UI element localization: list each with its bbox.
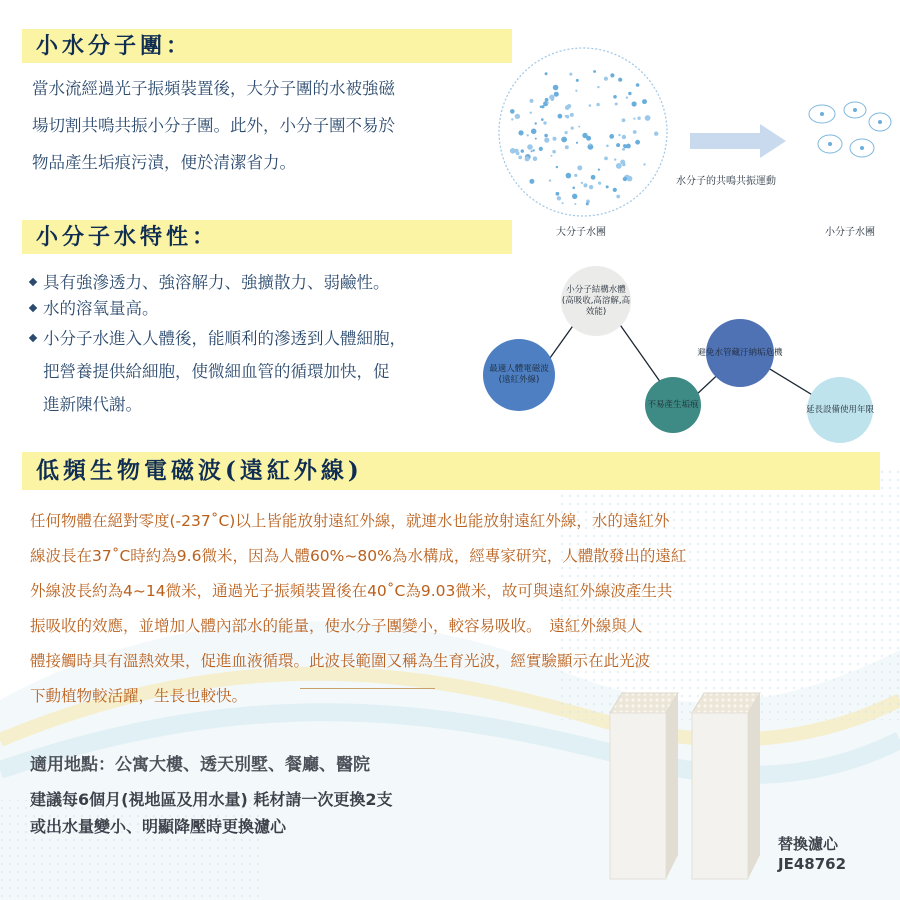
paragraph-line: 下動植物較活躍，生長也較快。: [30, 687, 248, 705]
molecule-dot: [518, 130, 523, 135]
molecule-dot: [533, 149, 535, 151]
small-cluster-label: 小分子水團: [825, 227, 875, 238]
molecule-dot: [529, 179, 534, 184]
section-header-band: [22, 452, 880, 490]
paragraph-line: 當水流經過光子振頻裝置後，大分子團的水被強磁: [32, 79, 395, 98]
molecule-dot: [583, 183, 587, 187]
molecule-dot: [616, 195, 620, 199]
molecule-dot: [535, 138, 537, 140]
molecule-dot: [531, 150, 533, 152]
paragraph-line: 體接觸時具有溫熱效果，促進血液循環。此波長範圍又稱為生育光波，經實驗顯示在此光波: [30, 652, 651, 670]
bullet-icon: [29, 304, 37, 312]
section-title: 小水分子團：: [36, 33, 193, 59]
section-title: 低頻生物電磁波(遠紅外線): [36, 457, 363, 484]
replacement-schedule: 建議每6個月(視地區及用水量) 耗材請一次更換2支: [30, 790, 393, 809]
molecule-dot: [598, 169, 600, 171]
molecule-dot: [540, 106, 542, 108]
molecule-dot: [609, 134, 614, 139]
small-cluster-illustration: [800, 92, 900, 176]
molecule-dot: [606, 185, 609, 188]
molecule-dot: [535, 122, 537, 124]
far-infrared-paragraph: [30, 504, 686, 714]
node-small-molecule-water: 小分子結構水體 (高吸收,高溶解,高效能): [561, 266, 631, 336]
molecule-dot: [574, 203, 576, 205]
molecule-dot: [614, 158, 616, 160]
list-item-continuation: 把營養提供給細胞，使微細血管的循環加快，促: [43, 362, 390, 381]
list-item-continuation: 進新陳代謝。: [43, 395, 142, 414]
molecule-dot: [552, 150, 556, 154]
section-header-band: [22, 220, 512, 254]
molecule-dot: [637, 117, 640, 120]
node-avoid-scale-in-pipes: 避免水管藏汙納垢危機: [706, 319, 774, 387]
molecule-dot: [635, 140, 640, 145]
molecule-dot: [539, 147, 543, 151]
molecule-dot: [549, 95, 554, 100]
molecule-dot: [615, 103, 618, 106]
section-title: 小分子水特性：: [36, 224, 219, 250]
molecule-dot: [561, 137, 567, 143]
molecule-dot: [589, 143, 591, 145]
molecule-dot: [591, 175, 596, 180]
molecule-dot: [511, 118, 513, 120]
molecule-dot: [628, 92, 631, 95]
molecule-dot: [544, 138, 549, 143]
molecule-dot: [565, 131, 568, 134]
bullet-icon: [29, 334, 37, 342]
molecule-dot: [547, 102, 549, 104]
molecule-dot: [545, 98, 549, 102]
molecule-dot: [556, 192, 560, 196]
filter-cartridge-image: [600, 685, 775, 890]
node-less-scale-marks: 不易產生垢痕: [645, 377, 701, 433]
paragraph-line: 外線波長約為4~14微米，通過光子振頻裝置後在40˚C為9.03微米，故可與遠紅外線波產生共: [30, 582, 673, 600]
molecule-dot: [654, 132, 658, 136]
molecule-dot: [613, 95, 617, 99]
molecule-dot: [569, 73, 572, 76]
molecule-dot: [586, 136, 591, 141]
molecule-dot: [606, 145, 609, 148]
application-locations: 適用地點：公寓大樓、透天別墅、餐廳、醫院: [30, 755, 370, 775]
molecule-dot: [515, 114, 520, 119]
replacement-condition: 或出水量變小、明顯降壓時更換濾心: [30, 817, 287, 836]
molecule-dot: [618, 78, 622, 82]
molecule-dot: [549, 179, 551, 181]
list-item: 具有強滲透力、強溶解力、強擴散力、弱鹼性。: [30, 270, 406, 296]
molecule-dot: [510, 148, 516, 154]
bullet-icon: [29, 278, 37, 286]
molecule-dot: [645, 115, 651, 121]
molecule-dot: [613, 188, 617, 192]
molecule-dot: [626, 96, 628, 98]
molecule-dot: [565, 145, 569, 149]
molecule-dot: [575, 90, 577, 92]
molecule-dot: [545, 72, 548, 75]
molecule-dot: [623, 177, 627, 181]
molecule-dot: [577, 165, 582, 170]
molecule-dot: [525, 156, 530, 161]
molecule-dot: [565, 105, 570, 110]
molecule-dot: [576, 142, 578, 144]
molecule-dot: [597, 86, 599, 88]
molecule-dot: [570, 113, 574, 117]
molecule-dot: [633, 118, 635, 120]
molecule-dot: [643, 163, 645, 165]
node-extend-equipment-life: 延長設備使用年限: [807, 377, 873, 443]
molecule-dot: [544, 134, 548, 138]
molecule-dot: [531, 129, 537, 135]
molecule-dot: [620, 160, 625, 165]
molecule-dot: [541, 118, 544, 121]
molecule-dot: [518, 156, 522, 160]
molecule-dot: [530, 112, 532, 114]
molecule-dot: [551, 155, 553, 157]
section-paragraph: [32, 76, 395, 187]
large-cluster-illustration: [493, 42, 673, 226]
resonance-caption: 水分子的共鳴共振運動: [676, 176, 776, 187]
molecule-dot: [596, 103, 599, 106]
molecule-dot: [572, 187, 575, 190]
list-item: 小分子水進入人體後，能順利的滲透到人體細胞，: [30, 322, 406, 355]
paragraph-line: 任何物體在絕對零度(-237˚C)以上皆能放射遠紅外線，就連水也能放射遠紅外線，水的遠紅外: [30, 512, 670, 530]
molecule-dot: [565, 115, 567, 117]
divider: [300, 688, 435, 689]
molecule-dot: [516, 151, 520, 155]
molecule-dot: [572, 194, 577, 199]
list-item: 水的溶氧量高。: [30, 296, 406, 322]
molecule-dot: [610, 73, 614, 77]
molecule-dot: [557, 196, 561, 200]
molecule-dot: [527, 144, 533, 150]
molecule-dot: [593, 70, 596, 73]
paragraph-line: 振吸收的效應，並增加人體內部水的能量，使水分子團變小，較容易吸收。 遠紅外線與人: [30, 617, 643, 635]
molecule-dot: [533, 156, 538, 161]
molecule-dot: [530, 99, 534, 103]
molecule-dot: [616, 143, 620, 147]
molecule-dot: [543, 121, 546, 124]
molecule-dot: [562, 202, 564, 204]
molecule-dot: [553, 85, 559, 91]
right-arrow-icon: [690, 124, 790, 158]
node-far-infrared: 最適人體電磁波 (遠紅外線): [483, 339, 555, 411]
molecule-dot: [636, 83, 640, 87]
molecule-dot: [622, 135, 626, 139]
molecule-dot: [521, 149, 524, 152]
molecule-dot: [622, 148, 625, 151]
molecule-dot: [642, 99, 647, 104]
molecule-dot: [578, 126, 580, 128]
molecule-dot: [553, 137, 557, 141]
paragraph-line: 線波長在37˚C時約為9.6微米，因為人體60%~80%為水構成，經專家研究，人體散發出的遠紅: [30, 547, 687, 565]
molecule-dot: [571, 127, 574, 130]
large-cluster-label: 大分子水團: [556, 227, 606, 238]
molecule-dot: [576, 79, 579, 82]
feature-list: [30, 270, 406, 421]
molecule-dot: [616, 163, 622, 169]
paragraph-line: 場切割共鳴共振小分子團。此外，小分子團不易於: [32, 116, 395, 135]
molecule-dot: [604, 157, 608, 161]
molecule-dot: [554, 92, 559, 97]
molecule-dot: [558, 114, 563, 119]
molecule-dot: [556, 166, 558, 168]
molecule-dot: [589, 104, 592, 107]
molecule-dot: [598, 182, 601, 185]
molecule-dot: [623, 144, 626, 147]
molecule-dot: [527, 134, 529, 136]
molecule-dot: [589, 185, 593, 189]
paragraph-line: 物品產生垢痕污漬，便於清潔省力。: [32, 153, 296, 172]
molecule-dot: [581, 182, 583, 184]
section-header-band: [22, 29, 512, 63]
molecule-dot: [622, 118, 626, 122]
molecule-dot: [586, 202, 589, 205]
molecule-dot: [574, 174, 577, 177]
molecule-dot: [510, 109, 515, 114]
filter-code: JE48762: [778, 855, 847, 873]
molecule-dot: [633, 130, 637, 134]
molecule-dot: [632, 101, 637, 106]
filter-label: 替換濾心: [778, 835, 839, 853]
molecule-dot: [604, 77, 608, 81]
molecule-dot: [566, 173, 572, 179]
molecule-dot: [618, 134, 620, 136]
